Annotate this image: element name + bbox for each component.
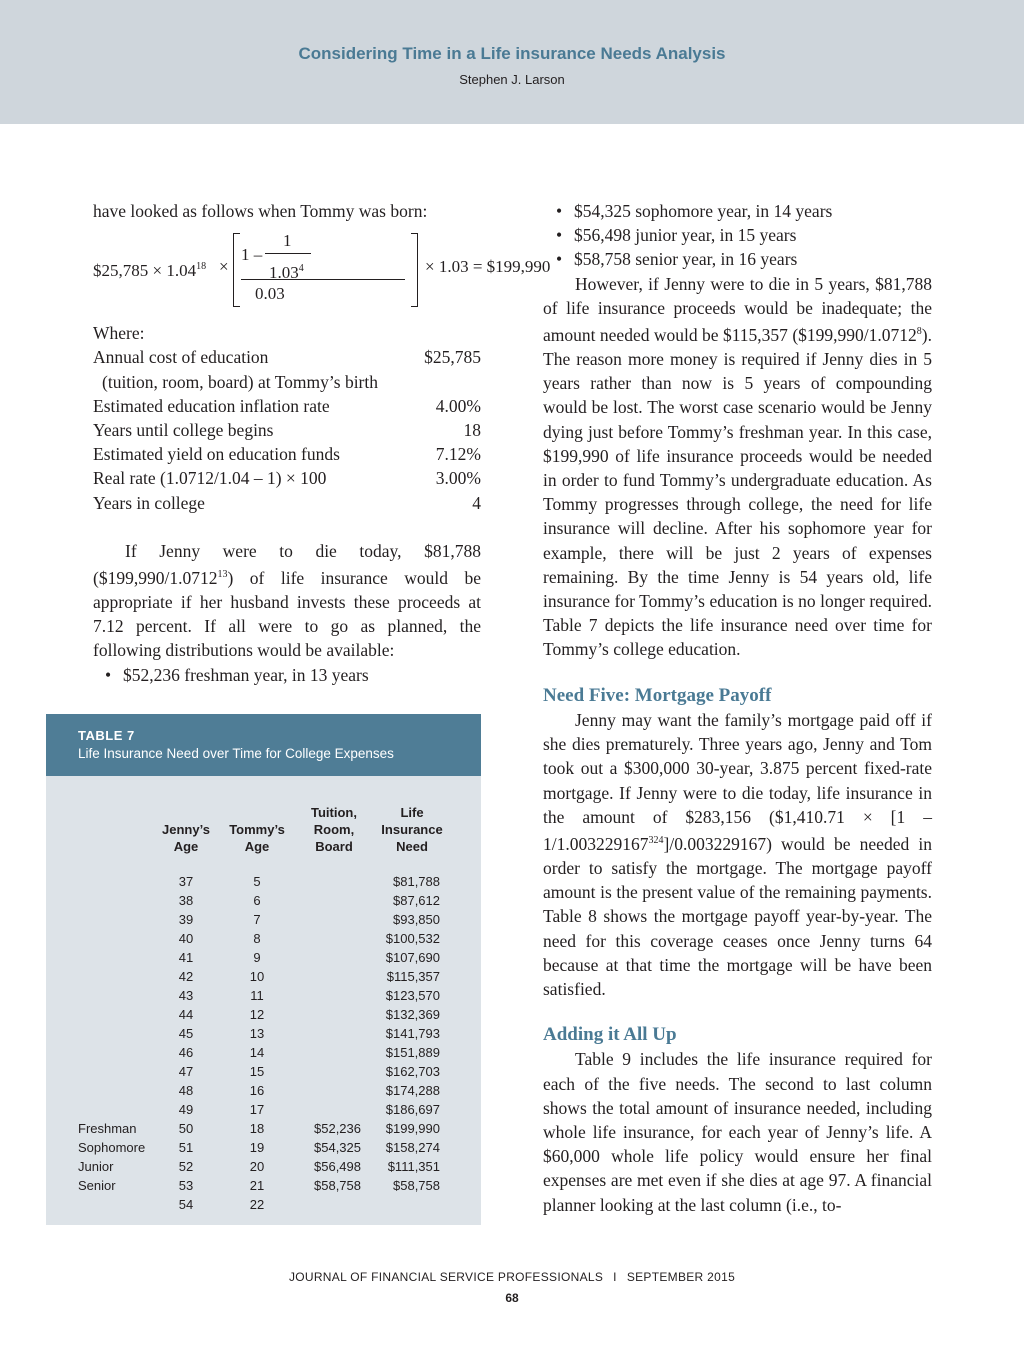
- table-grid: [46, 804, 481, 1214]
- tommy-age-cell: 17: [249, 1102, 265, 1117]
- formula-main-fraction-line: [241, 279, 405, 280]
- table-row: [46, 1138, 481, 1157]
- row-label: Sophomore: [78, 1140, 146, 1155]
- insurance-need-cell: $107,690: [385, 950, 440, 965]
- where-row: Years until college begins 18: [93, 420, 481, 441]
- formula-rate: 0.03: [255, 284, 285, 304]
- formula-bracket-right: [411, 233, 418, 307]
- tommy-age-cell: 18: [249, 1121, 265, 1136]
- table-7: [46, 714, 481, 1225]
- jenny-age-cell: 44: [178, 1007, 194, 1022]
- table-label: TABLE 7: [78, 728, 135, 743]
- article-author: Stephen J. Larson: [459, 72, 565, 87]
- jenny-age-cell: 38: [178, 893, 194, 908]
- jenny-age-cell: 40: [178, 931, 194, 946]
- formula-one: 1: [283, 231, 292, 251]
- header-insurance-need: Life Insurance Need: [381, 805, 443, 854]
- paragraph-adding-up: Table 9 includes the life insurance required for each of the five needs. The second to last column shows the total amount of insurance needed, including whole life insurance, for each year of Jenny’s life. A $60,000 whole life policy would ensure her final expenses are met even if she dies at age 97. A financial planner looking at the last column (i.e., to-: [543, 1049, 932, 1215]
- table-row: [46, 872, 481, 891]
- tommy-age-cell: 16: [249, 1083, 265, 1098]
- bullet-item: • $54,325 sophomore year, in 14 years: [556, 201, 833, 221]
- table-row: [46, 929, 481, 948]
- where-row: Estimated yield on education funds 7.12%: [93, 444, 481, 465]
- jenny-age-cell: 53: [178, 1178, 194, 1193]
- tommy-age-cell: 14: [249, 1045, 265, 1060]
- header-tommy-age: Tommy’s Age: [229, 822, 285, 854]
- insurance-need-cell: $93,850: [393, 912, 440, 927]
- insurance-need-cell: $115,357: [386, 969, 440, 984]
- table-row: [46, 1176, 481, 1195]
- insurance-need-cell: $141,793: [385, 1026, 440, 1041]
- formula-result: × 1.03 = $199,990: [425, 257, 551, 277]
- article-title: Considering Time in a Life insurance Needs Analysis: [298, 44, 726, 63]
- insurance-need-cell: $111,351: [387, 1159, 440, 1174]
- jenny-age-cell: 42: [178, 969, 194, 984]
- tuition-cell: $52,236: [314, 1121, 361, 1136]
- header-tuition: Tuition, Room, Board: [311, 805, 357, 854]
- table-row: [46, 1005, 481, 1024]
- insurance-need-cell: $100,532: [385, 931, 440, 946]
- table-row: [46, 1081, 481, 1100]
- tommy-age-cell: 22: [249, 1197, 265, 1212]
- formula-times: ×: [219, 257, 229, 277]
- table-row: [46, 1195, 481, 1214]
- jenny-age-cell: 49: [178, 1102, 194, 1117]
- table-header: [46, 714, 481, 776]
- insurance-need-cell: $162,703: [385, 1064, 440, 1079]
- table-row: [46, 1062, 481, 1081]
- education-formula: [93, 227, 551, 313]
- tommy-age-cell: 5: [253, 874, 261, 889]
- tommy-age-cell: 6: [253, 893, 261, 908]
- where-row: Annual cost of education $25,785: [93, 347, 481, 368]
- tommy-age-cell: 12: [249, 1007, 265, 1022]
- insurance-need-cell: $81,788: [393, 874, 440, 889]
- insurance-need-cell: $158,274: [385, 1140, 440, 1155]
- header-jenny-age: Jenny’s Age: [162, 822, 210, 854]
- insurance-need-cell: $151,889: [385, 1045, 440, 1060]
- footer-separator: I: [613, 1270, 617, 1284]
- jenny-age-cell: 52: [178, 1159, 194, 1174]
- where-row: (tuition, room, board) at Tommy’s birth: [102, 371, 378, 392]
- page-header: [0, 0, 1024, 124]
- row-label: Junior: [78, 1159, 114, 1174]
- insurance-need-cell: $123,570: [385, 988, 440, 1003]
- paragraph-mortgage: Jenny may want the family’s mortgage paid off if she dies prematurely. Three years ago, Jenny and Tom took out a $300,000 30-year, 3.875 percent fixed-rate mortgage. If Jenny were to die today, life insurance in the amount of $283,156 ($1,410.71 × [1 – 1/1.003229167$^{324}$]/0.003229167) would be needed in order to satisfy the mortgage. The mortgage payoff amount is the present value of the remaining payments. Table 8 shows the mortgage payoff year-by-year. The need for this coverage ceases once Jenny turns 64 because at that time the mortgage will be have been satisfied.: [543, 709, 932, 999]
- jenny-age-cell: 48: [178, 1083, 194, 1098]
- table-row: [46, 891, 481, 910]
- formula-inner-fraction-line: [265, 253, 311, 254]
- table-row: [46, 1043, 481, 1062]
- right-column: [543, 199, 932, 1217]
- table-row: [46, 1024, 481, 1043]
- jenny-age-cell: 54: [178, 1197, 194, 1212]
- table-title: Life Insurance Need over Time for College Expenses: [78, 746, 394, 761]
- table-row: [46, 1119, 481, 1138]
- where-row: Years in college 4: [93, 492, 481, 513]
- tuition-cell: $54,325: [314, 1140, 361, 1155]
- formula-bracket-left: [233, 233, 240, 307]
- where-row: Real rate (1.0712/1.04 – 1) × 100 3.00%: [93, 468, 481, 489]
- formula-one-minus: 1 –: [241, 245, 263, 265]
- where-row: Estimated education inflation rate 4.00%: [93, 395, 481, 416]
- tommy-age-cell: 11: [250, 988, 264, 1003]
- tommy-age-cell: 10: [249, 969, 265, 984]
- heading-mortgage-payoff: Need Five: Mortgage Payoff: [543, 684, 772, 706]
- jenny-age-cell: 50: [178, 1121, 194, 1136]
- insurance-need-cell: $199,990: [385, 1121, 440, 1136]
- insurance-need-cell: $87,612: [393, 893, 440, 908]
- table-column-headers: [46, 804, 481, 861]
- formula-base: $25,785 × $1.04^{18}$: [93, 261, 207, 281]
- tuition-cell: $56,498: [314, 1159, 361, 1174]
- tommy-age-cell: 9: [253, 950, 261, 965]
- table-row: [46, 1157, 481, 1176]
- jenny-age-cell: 51: [178, 1140, 194, 1155]
- issue-date: SEPTEMBER 2015: [626, 1270, 736, 1284]
- row-label: Freshman: [78, 1121, 137, 1136]
- table-row: [46, 948, 481, 967]
- bullet-item: • $52,236 freshman year, in 13 years: [105, 664, 369, 685]
- insurance-need-cell: $174,288: [385, 1083, 440, 1098]
- jenny-age-cell: 47: [178, 1064, 194, 1079]
- tommy-age-cell: 13: [249, 1026, 265, 1041]
- formula-denominator: 1.03$^4$: [269, 263, 304, 283]
- jenny-age-cell: 39: [178, 912, 194, 927]
- tommy-age-cell: 21: [249, 1178, 265, 1193]
- tommy-age-cell: 7: [253, 912, 261, 927]
- bullet-item: • $56,498 junior year, in 15 years: [556, 225, 797, 246]
- insurance-need-cell: $132,369: [385, 1007, 440, 1022]
- jenny-age-cell: 46: [178, 1045, 194, 1060]
- journal-name: JOURNAL OF FINANCIAL SERVICE PROFESSIONALS: [288, 1270, 604, 1284]
- table-row: [46, 1100, 481, 1119]
- where-label: Where:: [93, 323, 145, 344]
- tuition-cell: $58,758: [314, 1178, 361, 1193]
- insurance-need-cell: $186,697: [385, 1102, 440, 1117]
- where-list: [93, 345, 481, 514]
- table-row: [46, 986, 481, 1005]
- tommy-age-cell: 15: [249, 1064, 265, 1079]
- tommy-age-cell: 8: [253, 931, 261, 946]
- paragraph-die-in-5-years: However, if Jenny were to die in 5 years, $81,788 of life insurance proceeds would be inadequate; the amount needed would be $115,357 ($199,990/1.0712$^8$). The reason more money is required if Jenny dies in 5 years rather than now is 5 years of compounding would be lost. The worst case scenario would be Jenny dying just before Tommy’s freshman year. In this case, $199,990 of life insurance proceeds would be needed in order to fund Tommy’s undergraduate education. As Tommy progresses through college, the need for life insurance will decline. After his sophomore year for example, there will be just 2 years of expenses remaining. By the time Jenny is 54 years old, life insurance for Tommy’s education is no longer required. Table 7 depicts the life insurance need over time for Tommy’s college education.: [543, 273, 932, 660]
- heading-adding-it-all-up: Adding it All Up: [543, 1024, 677, 1046]
- jenny-age-cell: 37: [178, 874, 194, 889]
- table-row: [46, 910, 481, 929]
- paragraph-die-today: If Jenny were to die today, $81,788 ($199,990/1.0712$^{13}$) of life insurance would be appropriate if her husband invests these proceeds at 7.12 percent. If all were to go as planned, the following distributions would be available:: [93, 540, 481, 661]
- insurance-need-cell: $58,758: [393, 1178, 440, 1193]
- bullet-item: • $58,758 senior year, in 16 years: [556, 249, 798, 270]
- tommy-age-cell: 19: [249, 1140, 265, 1155]
- table-body: [46, 872, 481, 1214]
- row-label: Senior: [78, 1178, 116, 1193]
- page-footer: [0, 1270, 1024, 1284]
- jenny-age-cell: 45: [178, 1026, 194, 1041]
- tommy-age-cell: 20: [249, 1159, 265, 1174]
- jenny-age-cell: 41: [178, 950, 194, 965]
- left-column: [93, 199, 551, 687]
- page-number: 68: [505, 1291, 519, 1305]
- jenny-age-cell: 43: [178, 988, 194, 1003]
- intro-text: have looked as follows when Tommy was born:: [93, 201, 428, 221]
- table-row: [46, 967, 481, 986]
